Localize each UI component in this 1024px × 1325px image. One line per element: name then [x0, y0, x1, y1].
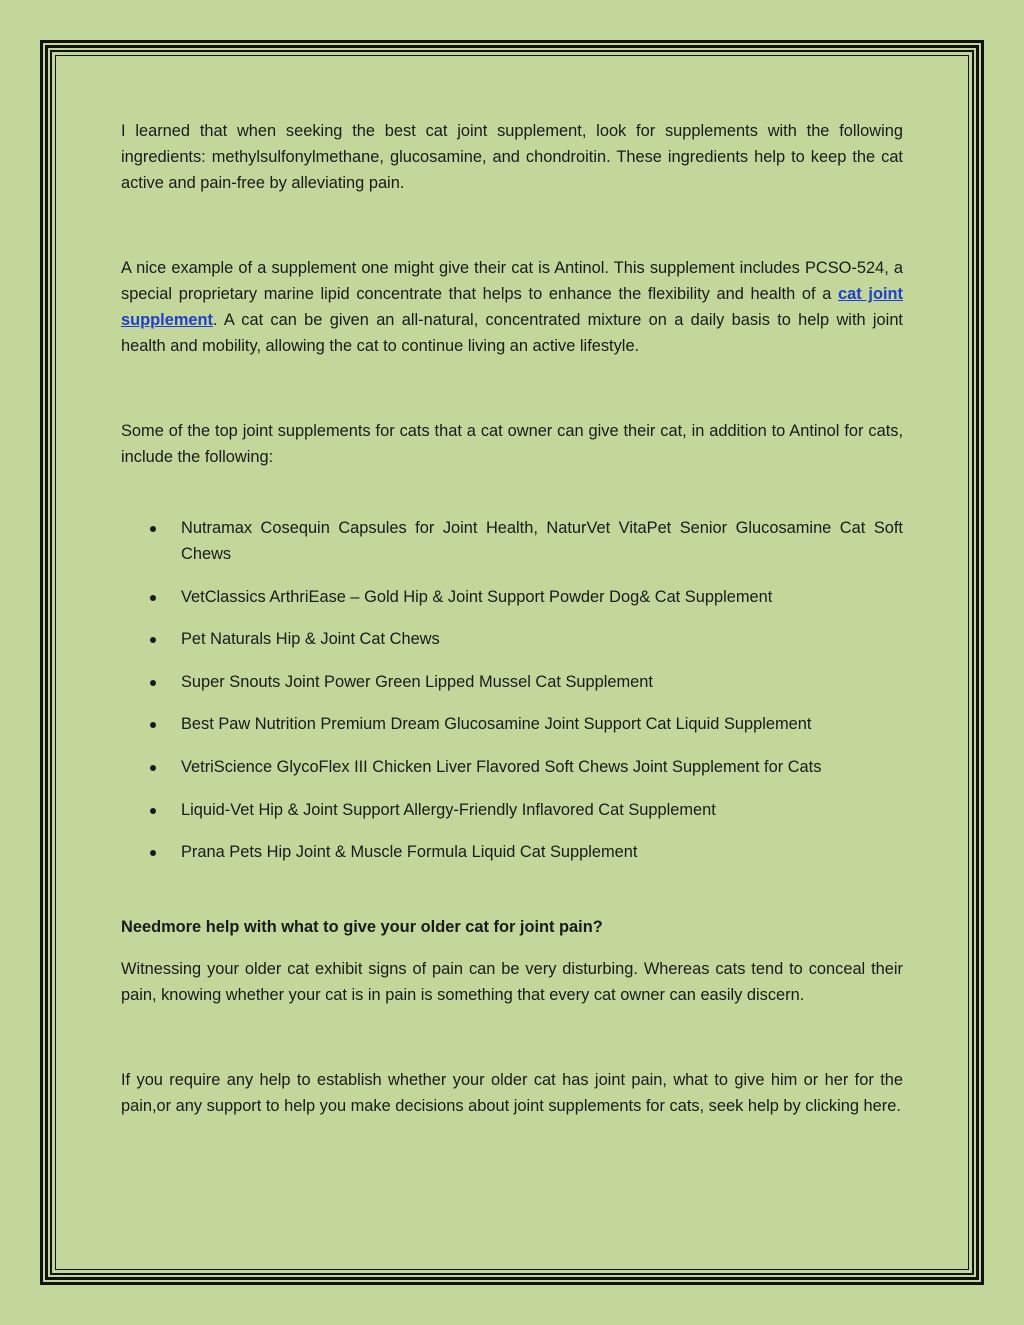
paragraph-antinol-text-after: . A cat can be given an all-natural, concentrated mixture on a daily basis to help with joint health and mobility, allowing the cat to continue living an active lifestyle.: [121, 311, 903, 355]
list-item-text: Best Paw Nutrition Premium Dream Glucosamine Joint Support Cat Liquid Supplement: [181, 715, 812, 734]
list-item: [121, 669, 903, 695]
bullet-icon: [150, 637, 156, 643]
bullet-icon: [150, 722, 156, 728]
list-item-text: VetriScience GlycoFlex III Chicken Liver Flavored Soft Chews Joint Supplement for Cats: [181, 757, 822, 776]
list-item-text: VetClassics ArthriEase – Gold Hip & Joint Support Powder Dog& Cat Supplement: [181, 587, 773, 606]
list-item-text: Super Snouts Joint Power Green Lipped Mussel Cat Supplement: [181, 672, 653, 691]
paragraph-ingredients: I learned that when seeking the best cat joint supplement, look for supplements with the following ingredients: methylsulfonylmethane, glucosamine, and chondroitin. These ingredients help to keep the cat active and pain-free by alleviating pain.: [121, 122, 903, 192]
list-item: [121, 711, 903, 737]
bullet-icon: [150, 808, 156, 814]
bullet-icon: [150, 850, 156, 856]
paragraph-antinol-text-before: A nice example of a supplement one might give their cat is Antinol. This supplement includes PCSO-524, a special proprietary marine lipid concentrate that helps to enhance the flexibility and health of a: [121, 259, 903, 303]
bullet-icon: [150, 526, 156, 532]
list-item: [121, 515, 903, 567]
list-item-text: Pet Naturals Hip & Joint Cat Chews: [181, 630, 440, 649]
supplement-list: [121, 515, 903, 865]
list-item: [121, 584, 903, 610]
document-content: [121, 118, 903, 1119]
list-item-text: Prana Pets Hip Joint & Muscle Formula Liquid Cat Supplement: [181, 843, 638, 862]
list-item-text: Nutramax Cosequin Capsules for Joint Health, NaturVet VitaPet Senior Glucosamine Cat Soft Chews: [181, 519, 903, 563]
paragraph-pain-signs: Witnessing your older cat exhibit signs of pain can be very disturbing. Whereas cats tend to conceal their pain, knowing whether your cat is in pain is something that every cat owner can easily discern.: [121, 960, 903, 1005]
list-item: [121, 839, 903, 865]
bullet-icon: [150, 680, 156, 686]
bullet-icon: [150, 765, 156, 771]
list-item: [121, 797, 903, 823]
list-item: [121, 754, 903, 780]
paragraph-antinol: [121, 255, 903, 359]
cat-joint-supplement-link[interactable]: cat joint supplement: [121, 285, 903, 329]
paragraph-top-supplements-intro: Some of the top joint supplements for cats that a cat owner can give their cat, in addition to Antinol for cats, include the following:: [121, 422, 903, 466]
list-item-text: Liquid-Vet Hip & Joint Support Allergy-Friendly Inflavored Cat Supplement: [181, 800, 716, 819]
paragraph-seek-help: If you require any help to establish whether your older cat has joint pain, what to give him or her for the pain,or any support to help you make decisions about joint supplements for cats, seek help by clicking here.: [121, 1071, 903, 1116]
list-item: [121, 626, 903, 652]
bullet-icon: [150, 595, 156, 601]
section-heading: Needmore help with what to give your older cat for joint pain?: [121, 918, 603, 937]
